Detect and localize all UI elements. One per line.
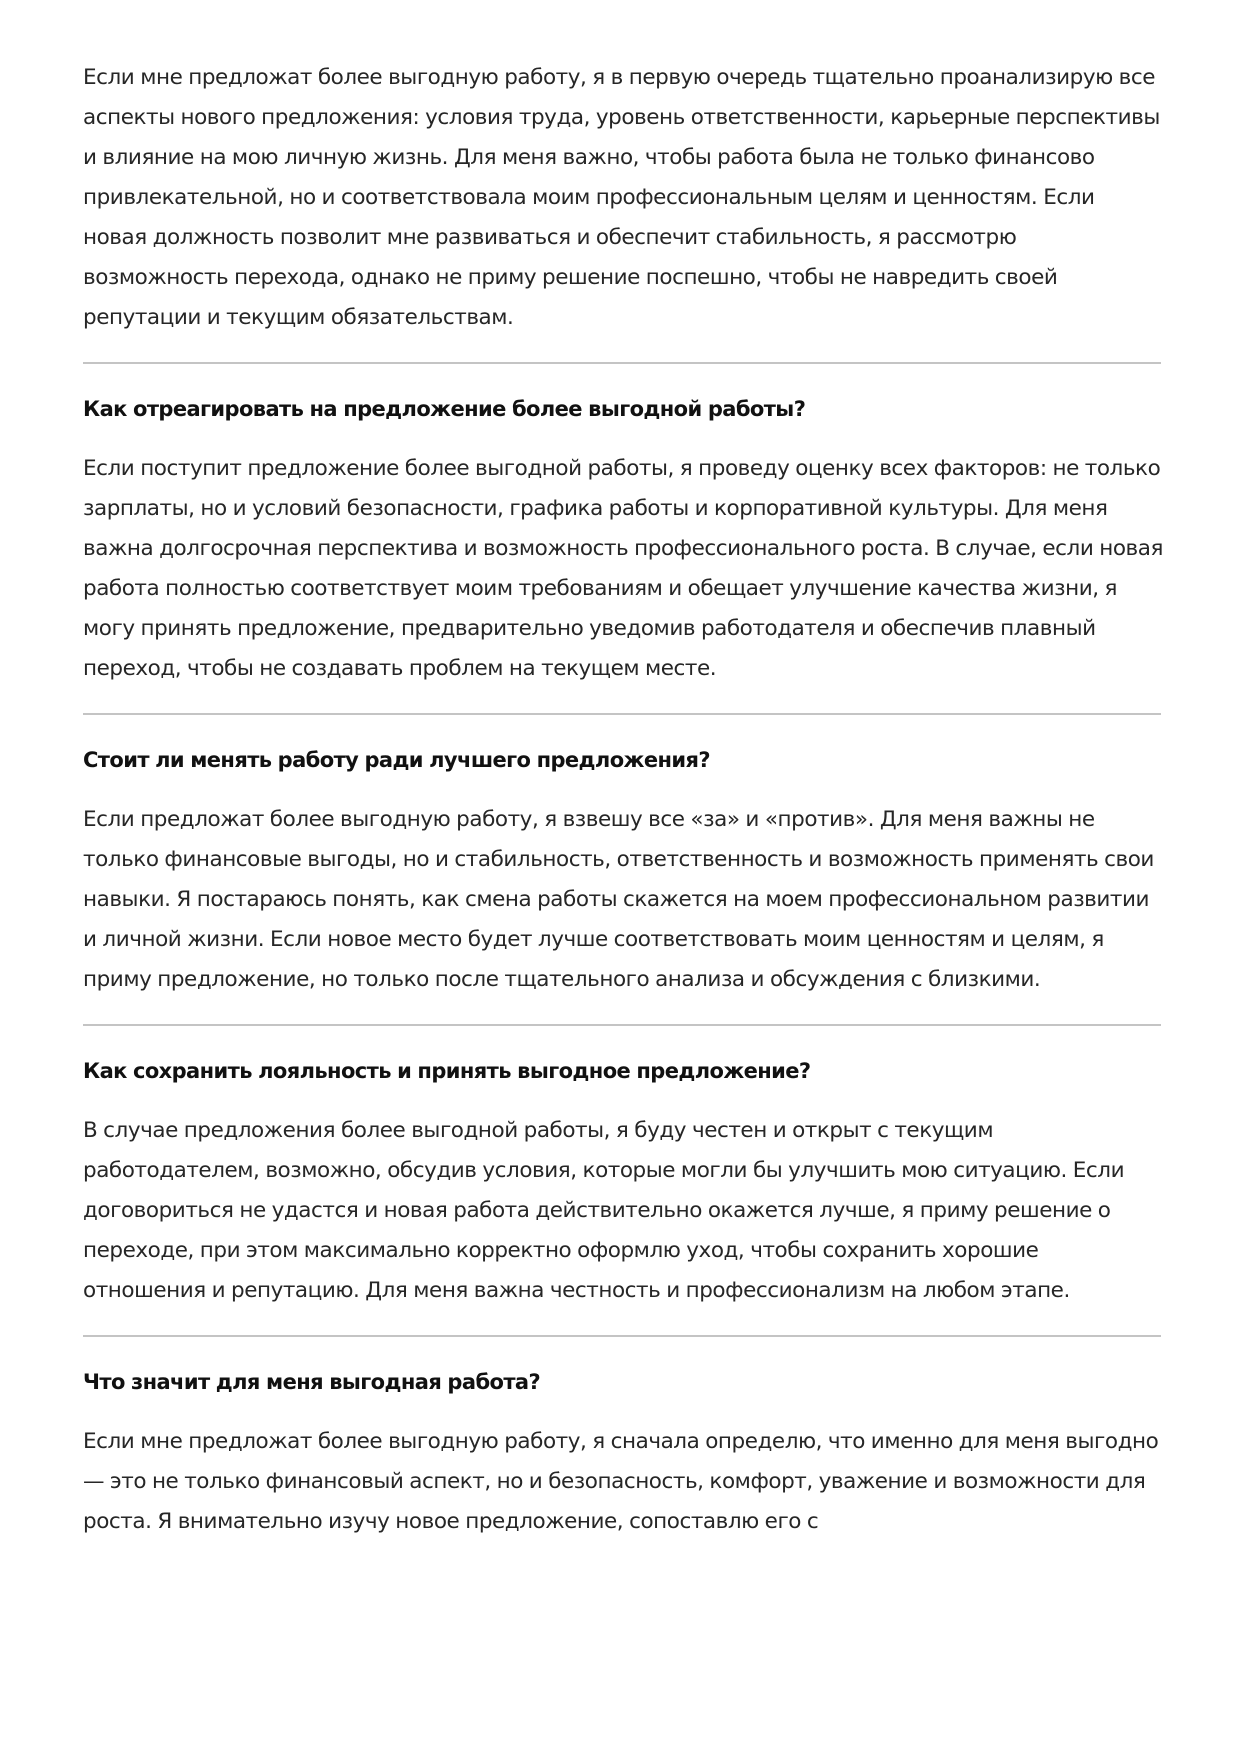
document-content (83, 58, 1163, 1542)
section-what-is-profitable-job (83, 1367, 1163, 1542)
section-heading: Стоит ли менять работу ради лучшего предложения? (83, 748, 710, 772)
section-heading: Как сохранить лояльность и принять выгодное предложение? (83, 1059, 811, 1083)
intro-paragraph: Если мне предложат более выгодную работу, я в первую очередь тщательно проанализирую все аспекты нового предложения: условия труда, уровень ответственности, карьерные перспективы и влияние на мою личную жизнь. Для меня важно, чтобы работа была не только финансово привлекательной, но и соответствовала моим профессиональным целям и ценностям. Если новая должность позволит мне развиваться и обеспечит стабильность, я рассмотрю возможность перехода, однако не приму решение поспешно, чтобы не навредить своей репутации и текущим обязательствам. (83, 65, 1160, 330)
section-divider (83, 362, 1161, 364)
section-paragraph: Если мне предложат более выгодную работу, я сначала определю, что именно для меня выгодно — это не только финансовый аспект, но и безопасность, комфорт, уважение и возможности для роста. Я внимательно изучу новое предложение, сопоставлю его с (83, 1429, 1159, 1534)
section-heading: Как отреагировать на предложение более выгодной работы? (83, 397, 806, 421)
section-keep-loyalty (83, 1056, 1163, 1311)
section-how-to-react (83, 394, 1163, 689)
section-paragraph: Если предложат более выгодную работу, я взвешу все «за» и «против». Для меня важны не только финансовые выгоды, но и стабильность, ответственность и возможность применять свои навыки. Я постараюсь понять, как смена работы скажется на моем профессиональном развитии и личной жизни. Если новое место будет лучше соответствовать моим ценностям и целям, я приму предложение, но только после тщательного анализа и обсуждения с близкими. (83, 807, 1154, 992)
section-should-change-job (83, 745, 1163, 1000)
section-paragraph: Если поступит предложение более выгодной работы, я проведу оценку всех факторов: не только зарплаты, но и условий безопасности, графика работы и корпоративной культуры. Для меня важна долгосрочная перспектива и возможность профессионального роста. В случае, если новая работа полностью соответствует моим требованиям и обещает улучшение качества жизни, я могу принять предложение, предварительно уведомив работодателя и обеспечив плавный переход, чтобы не создавать проблем на текущем месте. (83, 456, 1163, 681)
section-paragraph: В случае предложения более выгодной работы, я буду честен и открыт с текущим работодателем, возможно, обсудив условия, которые могли бы улучшить мою ситуацию. Если договориться не удастся и новая работа действительно окажется лучше, я приму решение о переходе, при этом максимально корректно оформлю уход, чтобы сохранить хорошие отношения и репутацию. Для меня важна честность и профессионализм на любом этапе. (83, 1118, 1125, 1303)
section-divider (83, 713, 1161, 715)
section-heading: Что значит для меня выгодная работа? (83, 1370, 541, 1394)
section-divider (83, 1024, 1161, 1026)
section-divider (83, 1335, 1161, 1337)
